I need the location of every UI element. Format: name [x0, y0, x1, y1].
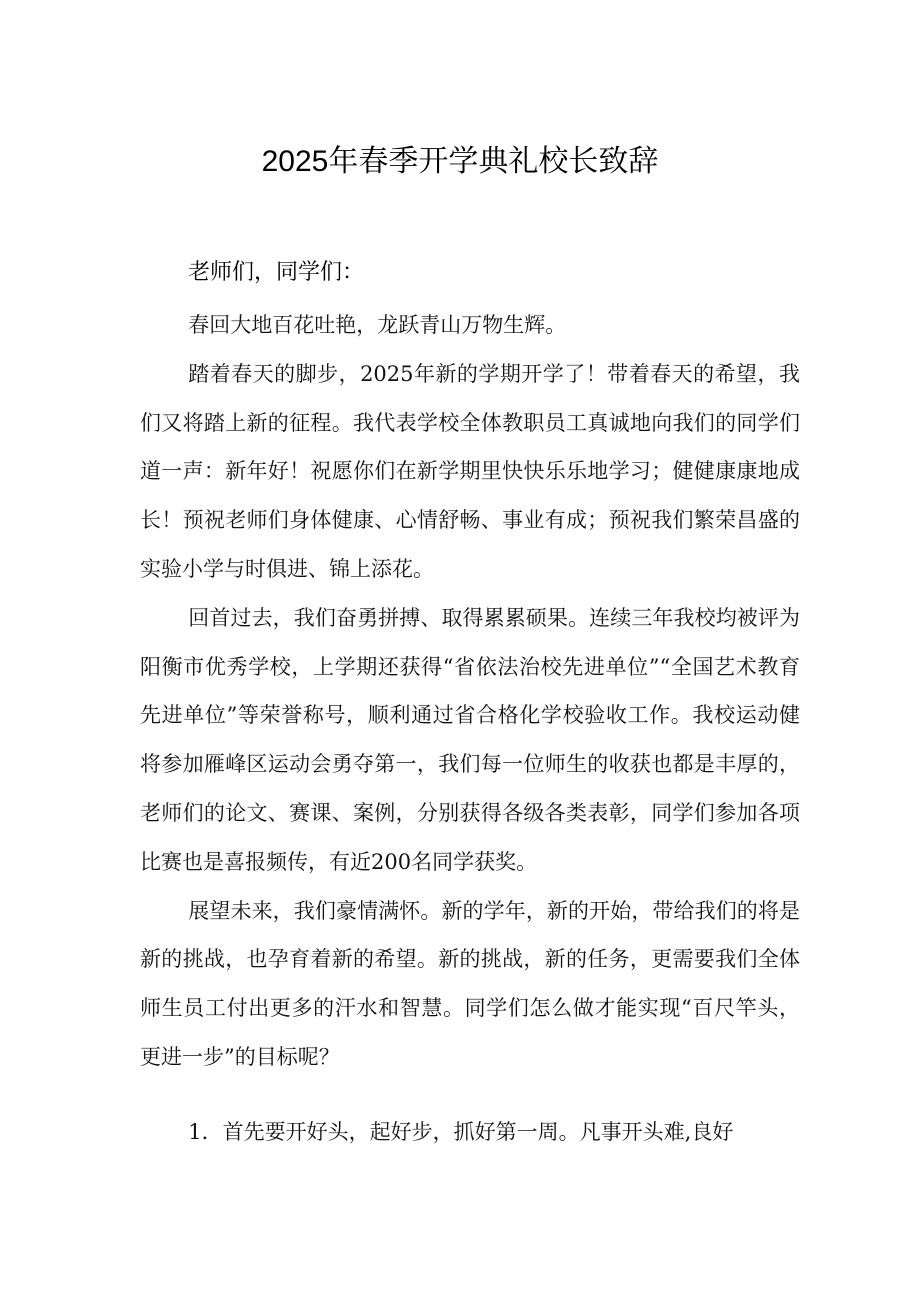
document-title: 2025年春季开学典礼校长致辞 — [261, 145, 659, 178]
numbered-item-1: 1．首先要开好头，起好步，抓好第一周。凡事开头难,良好 — [188, 1119, 734, 1144]
paragraph-opening: 春回大地百花吐艳，龙跃青山万物生辉。 — [188, 313, 567, 337]
paragraph-outlook: 展望未来，我们豪情满怀。新的学年，新的开始，带给我们的将是新的挑战，也孕育着新的希望。新的挑战，新的任务，更需要我们全体师生员工付出更多的汗水和智慧。同学们怎么做才能实现“百尺竿头，更进一步”的目标呢？ — [140, 898, 800, 1069]
salutation: 老师们，同学们： — [188, 259, 365, 284]
paragraph-greeting: 踏着春天的脚步，2025年新的学期开学了！带着春天的希望，我们又将踏上新的征程。我代表学校全体教职员工真诚地向我们的同学们道一声：新年好！祝愿你们在新学期里快快乐乐地学习；健健康康地成长！预祝老师们身体健康、心情舒畅、事业有成；预祝我们繁荣昌盛的实验小学与时俱进、锦上添花。 — [140, 361, 800, 581]
document-body — [140, 301, 800, 1157]
paragraph-review: 回首过去，我们奋勇拼搏、取得累累硕果。连续三年我校均被评为阳衡市优秀学校，上学期还获得“省依法治校先进单位”“全国艺术教育先进单位”等荣誉称号，顺利通过省合格化学校验收工作。我校运动健将参加雁峰区运动会勇夺第一，我们每一位师生的收获也都是丰厚的，老师们的论文、赛课、案例，分别获得各级各类表彰，同学们参加各项比赛也是喜报频传，有近200名同学获奖。 — [140, 605, 800, 874]
